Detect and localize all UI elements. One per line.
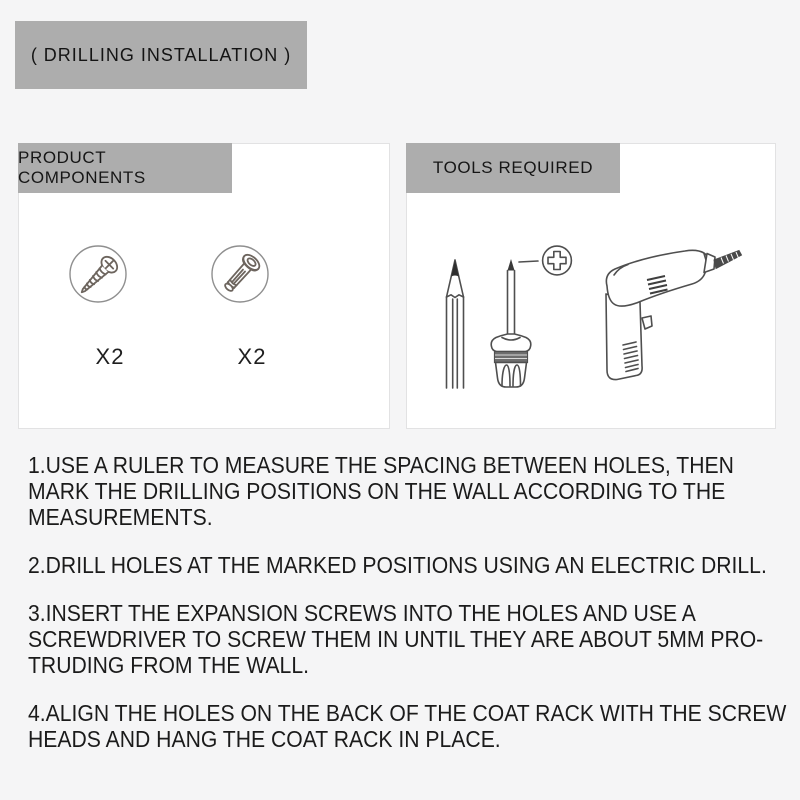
instruction-line: MARK THE DRILLING POSITIONS ON THE WALL ACCORDING TO THE: [28, 478, 726, 504]
instruction-line: 4.ALIGN THE HOLES ON THE BACK OF THE COAT RACK WITH THE SCREW: [28, 700, 787, 726]
component-screw: [62, 240, 158, 370]
tools-required-label: TOOLS REQUIRED: [406, 143, 620, 193]
instruction-line: 2.DRILL HOLES AT THE MARKED POSITIONS USING AN ELECTRIC DRILL.: [28, 552, 767, 578]
electric-drill-icon: [593, 244, 753, 394]
instruction-line: 1.USE A RULER TO MEASURE THE SPACING BETWEEN HOLES, THEN: [28, 452, 734, 478]
component-expansion-anchor: [204, 240, 300, 370]
instruction-line: TRUDING FROM THE WALL.: [28, 652, 309, 678]
pencil-icon: [443, 258, 467, 390]
expansion-anchor-icon: [204, 240, 276, 312]
instruction-steps: [28, 452, 800, 774]
screw-icon: [62, 240, 134, 312]
instruction-line: SCREWDRIVER TO SCREW THEM IN UNTIL THEY ARE ABOUT 5MM PRO-: [28, 626, 764, 652]
tools-required-panel: [406, 143, 776, 429]
anchor-qty: X2: [237, 344, 267, 369]
product-components-panel: [18, 143, 390, 429]
instruction-line: MEASUREMENTS.: [28, 504, 213, 530]
phillips-bit-callout-icon: [512, 243, 576, 279]
screw-qty: X2: [95, 344, 125, 369]
step-3: [28, 600, 800, 678]
instruction-line: 3.INSERT THE EXPANSION SCREWS INTO THE HOLES AND USE A: [28, 600, 696, 626]
instruction-line: HEADS AND HANG THE COAT RACK IN PLACE.: [28, 726, 501, 752]
product-components-label: PRODUCT COMPONENTS: [18, 143, 232, 193]
step-4: [28, 700, 800, 752]
page-title: ( DRILLING INSTALLATION ): [15, 21, 307, 89]
step-2: [28, 552, 800, 578]
step-1: [28, 452, 800, 530]
